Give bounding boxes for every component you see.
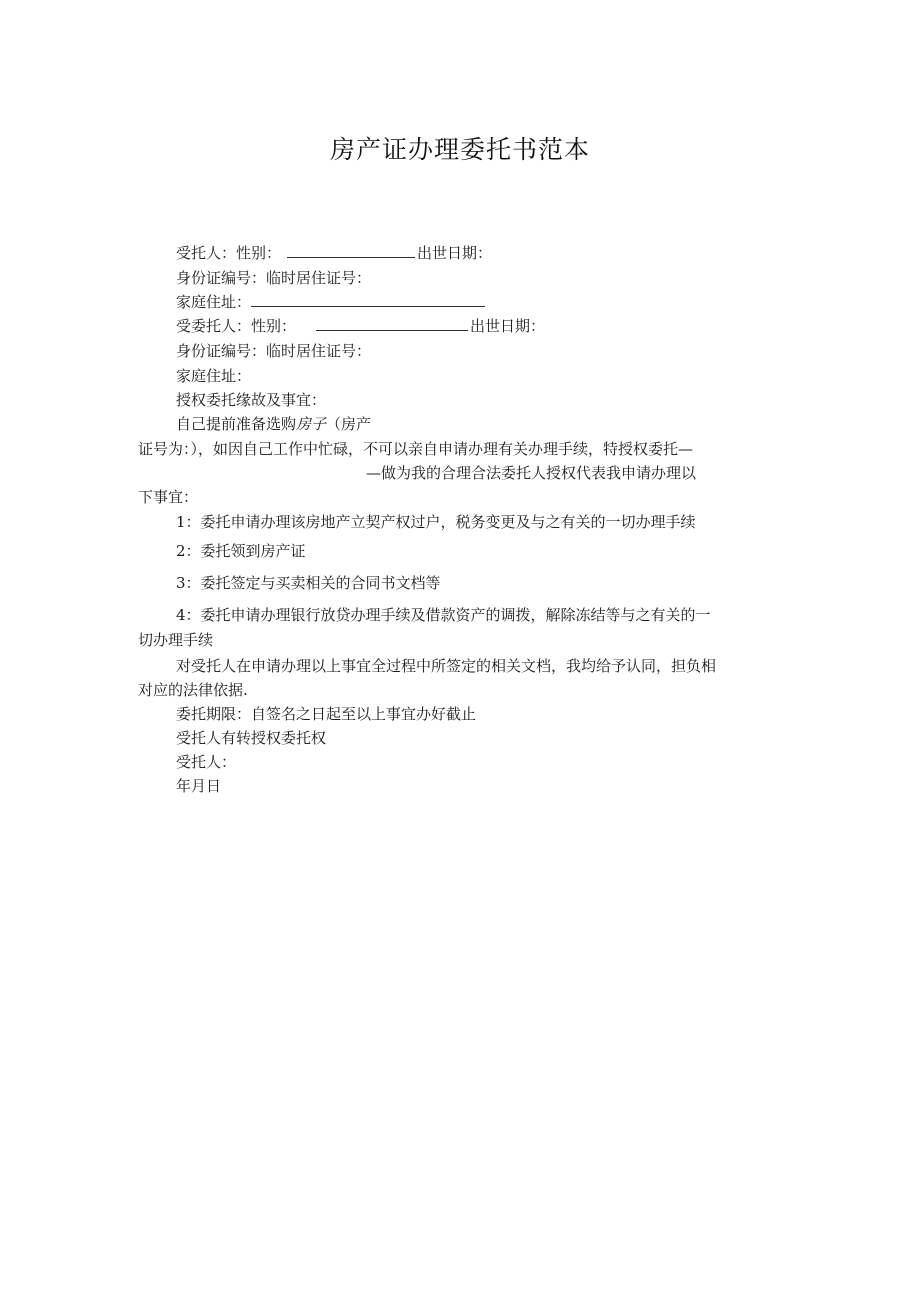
representative-line: —做为我的合理合法委托人授权代表我申请办理以 xyxy=(366,464,697,482)
following-matters-line: 下事宜： xyxy=(138,488,199,506)
list-item-1: 1：委托申请办理该房地产立契产权过户，税务变更及与之有关的一切办理手续 xyxy=(176,513,696,531)
entrusted-gender-line xyxy=(176,316,545,336)
purchase-text: 自己提前准备选购 xyxy=(176,415,297,433)
house-text: 房子 xyxy=(296,415,327,433)
gender-blank-2 xyxy=(316,316,468,331)
property-cert-text: （房产 xyxy=(326,415,372,433)
purchase-line xyxy=(176,414,371,434)
id-number-line-2: 身份证编号：临时居住证号： xyxy=(176,342,372,360)
authorization-reason-heading: 授权委托缘故及事宜： xyxy=(176,391,327,409)
home-address-label: 家庭住址： xyxy=(176,293,252,311)
transfer-authority: 受托人有转授权委托权 xyxy=(176,729,327,747)
gender-blank xyxy=(287,243,415,258)
list-item-4-continued: 切办理手续 xyxy=(138,631,214,649)
cert-number-line: 证号为：），如因自己工作中忙碌，不可以亲自申请办理有关办理手续，特授权委托— xyxy=(138,440,694,458)
birth-date-label-2: 出世日期： xyxy=(470,317,546,335)
signature-date: 年月日 xyxy=(176,777,222,795)
document-title: 房产证办理委托书范本 xyxy=(329,135,590,164)
address-blank xyxy=(251,292,485,307)
trustee-gender-label: 受托人：性别： xyxy=(176,244,282,262)
id-number-line: 身份证编号：临时居住证号： xyxy=(176,269,372,287)
trustee-gender-line xyxy=(176,243,492,263)
acknowledgement-paragraph-continued: 对应的法律依据. xyxy=(138,681,248,699)
list-item-3: 3：委托签定与买卖相关的合同书文档等 xyxy=(176,574,441,592)
home-address-line-2: 家庭住址： xyxy=(176,367,252,385)
trustee-signature: 受托人： xyxy=(176,753,237,771)
list-item-4: 4：委托申请办理银行放贷办理手续及借款资产的调拨，解除冻结等与之有关的一 xyxy=(176,606,711,624)
acknowledgement-paragraph: 对受托人在申请办理以上事宜全过程中所签定的相关文档，我均给予认同，担负相 xyxy=(176,657,717,675)
list-item-2: 2：委托领到房产证 xyxy=(176,542,306,560)
entrustment-period: 委托期限：自签名之日起至以上事宜办好截止 xyxy=(176,705,477,723)
birth-date-label: 出世日期： xyxy=(417,244,493,262)
entrusted-gender-label: 受委托人：性别： xyxy=(176,317,297,335)
home-address-line xyxy=(176,292,487,312)
